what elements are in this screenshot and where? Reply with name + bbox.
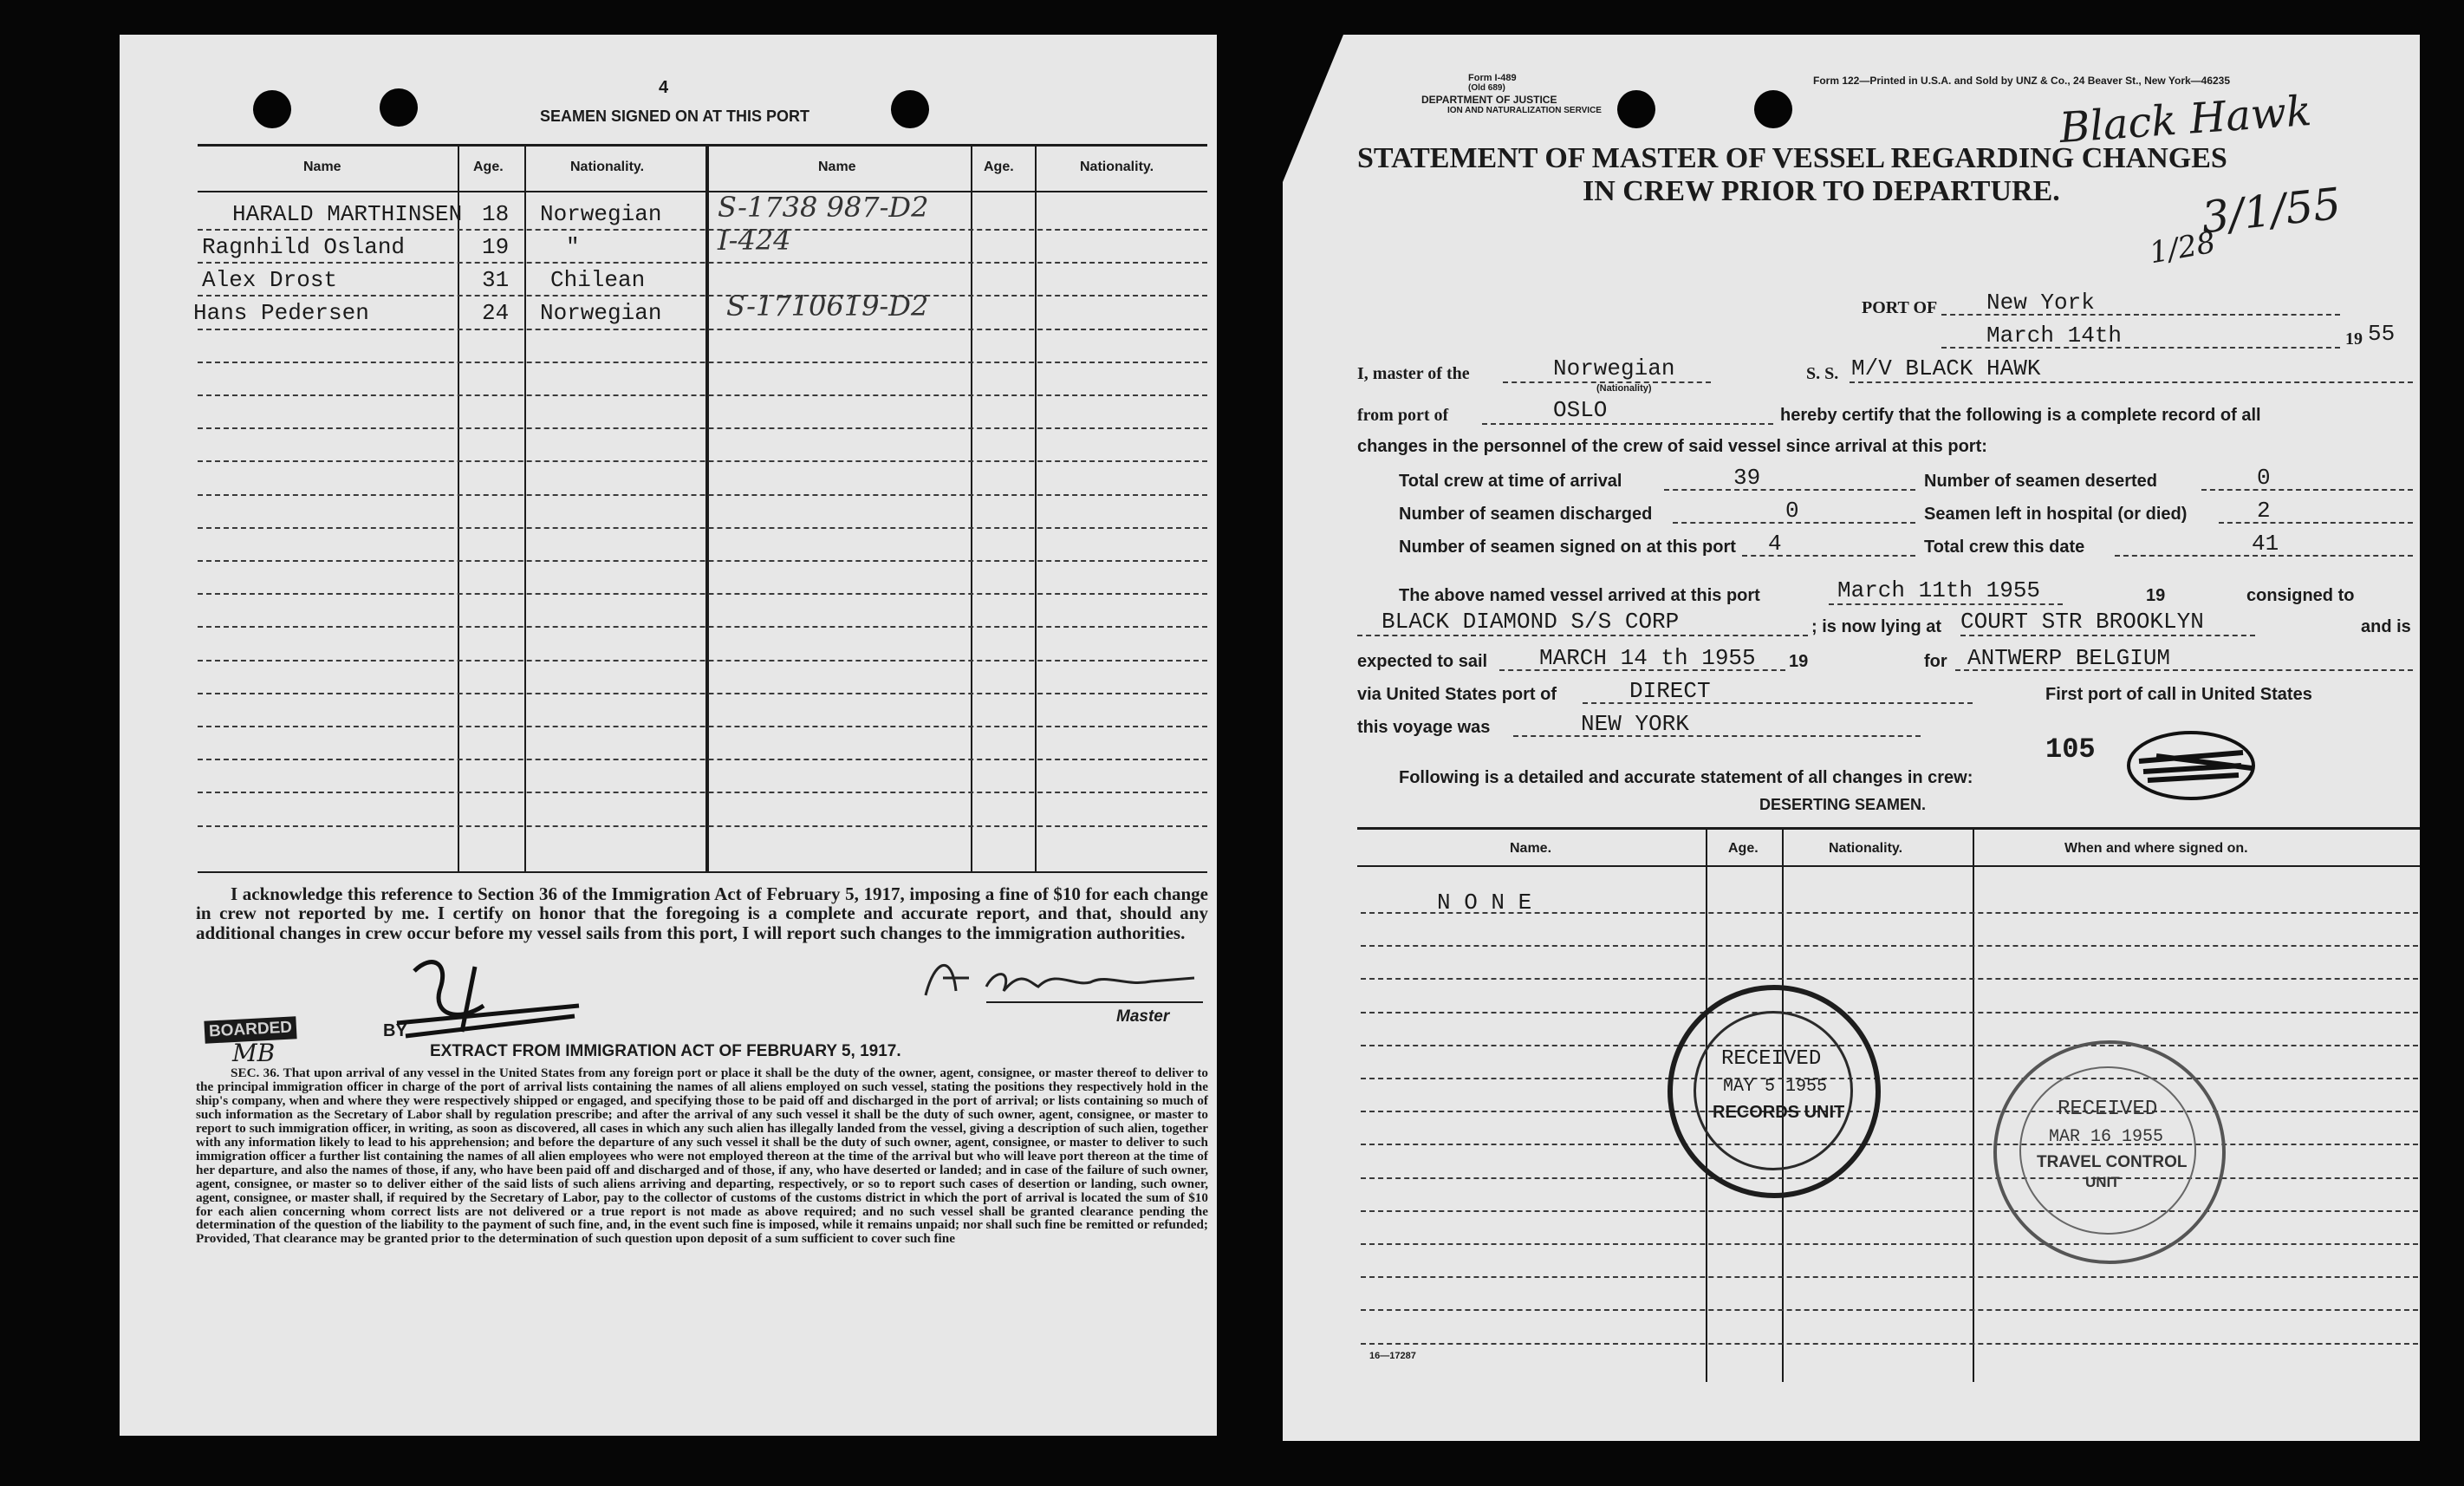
deserting-col-age: Age. [1728, 841, 1759, 856]
seaman-name: Alex Drost [202, 267, 338, 293]
deserting-table-top [1357, 827, 2420, 830]
for-label: for [1924, 652, 1947, 671]
ruled-line [198, 593, 1207, 595]
port-of-label: PORT OF [1862, 298, 1938, 317]
first-port-label: First port of call in United States [2045, 685, 2312, 704]
number-105: 105 [2045, 733, 2096, 766]
fill-line [1673, 522, 1915, 524]
voyage-label: this voyage was [1357, 718, 1491, 737]
master-of-label: I, master of the [1357, 364, 1470, 383]
via-value: DIRECT [1629, 678, 1711, 704]
fill-line [1499, 669, 1785, 671]
fill-line [1941, 314, 2340, 316]
punch-hole [380, 88, 418, 127]
consignee-value: BLACK DIAMOND S/S CORP [1382, 609, 1680, 635]
page-number: 4 [659, 78, 669, 97]
year-prefix: 19 [2345, 329, 2363, 349]
seaman-nationality: Chilean [550, 267, 646, 293]
col-divider [971, 144, 972, 872]
handwritten-vessel-name: Black Hawk [2058, 86, 2313, 153]
col-divider [1035, 144, 1037, 872]
col-divider [524, 144, 526, 872]
seaman-name: Hans Pedersen [193, 300, 369, 326]
col-name-header: Name [303, 160, 341, 174]
seaman-age: 18 [482, 201, 510, 227]
statement-title-line2: IN CREW PRIOR TO DEPARTURE. [1583, 175, 2060, 207]
discharged-label: Number of seamen discharged [1399, 505, 1653, 524]
ruled-line [198, 527, 1207, 529]
voyage-value: NEW YORK [1581, 711, 1689, 737]
footer-code: 16—17287 [1369, 1351, 1416, 1361]
from-port-value: OSLO [1553, 397, 1608, 423]
fill-line [1583, 702, 1973, 704]
signed-on-label: Number of seamen signed on at this port [1399, 538, 1736, 557]
arrived-value: March 11th 1955 [1837, 577, 2041, 603]
stamp-inner-ring [2019, 1066, 2196, 1235]
deserted-label: Number of seamen deserted [1924, 472, 2157, 491]
none-entry: N O N E [1437, 890, 1532, 916]
form-print-line: Form 122—Printed in U.S.A. and Sold by UNZ & Co., 24 Beaver St., New York—46235 [1813, 75, 2231, 87]
col-nationality-header: Nationality. [570, 160, 645, 174]
crew-arrival-value: 39 [1733, 465, 1761, 491]
ruled-line [198, 394, 1207, 396]
seaman-nationality: Norwegian [540, 201, 662, 227]
ruled-line [1361, 1111, 2418, 1112]
ruled-line [1361, 1309, 2418, 1311]
col-name-header-2: Name [818, 160, 856, 174]
fill-line [1742, 555, 1915, 557]
ruled-line [1361, 1045, 2418, 1046]
by-label: BY [383, 1021, 407, 1040]
fill-line [1513, 735, 1921, 737]
seaman-age: 24 [482, 300, 510, 326]
ruled-line [1361, 1078, 2418, 1079]
table-top-rule [198, 144, 1207, 147]
ruled-line [1361, 1210, 2418, 1212]
service-label: ION AND NATURALIZATION SERVICE [1447, 106, 1602, 115]
hospital-value: 2 [2257, 498, 2271, 524]
ruled-line [1361, 1276, 2418, 1278]
signed-on-value: 4 [1768, 531, 1782, 557]
punch-hole [1617, 90, 1655, 128]
nationality-value: Norwegian [1553, 355, 1675, 381]
handwritten-small-note: 1/28 [2147, 225, 2219, 271]
ruled-line [198, 560, 1207, 562]
boarded-initials: MB [232, 1039, 276, 1067]
fill-line [1482, 423, 1773, 425]
punch-hole [253, 90, 291, 128]
fill-line [1357, 635, 1808, 636]
department-label: DEPARTMENT OF JUSTICE [1421, 94, 1557, 106]
ruled-line [1361, 1343, 2418, 1345]
extract-title: EXTRACT FROM IMMIGRATION ACT OF FEBRUARY 5, 1917. [430, 1042, 901, 1060]
ruled-line [198, 825, 1207, 827]
seaman-age: 19 [482, 234, 510, 260]
arrived-label: The above named vessel arrived at this port [1399, 586, 1760, 605]
ruled-line [1361, 945, 2418, 947]
seaman-age: 31 [482, 267, 510, 293]
crew-arrival-label: Total crew at time of arrival [1399, 472, 1622, 491]
ss-label: S. S. [1806, 364, 1839, 383]
seaman-nationality: Norwegian [540, 300, 662, 326]
stamp-received-label: RECEIVED [2058, 1098, 2158, 1121]
ruled-line [198, 362, 1207, 363]
master-label: Master [1116, 1007, 1170, 1026]
form-number: Form I-489 [1468, 73, 1517, 83]
lying-label: ; is now lying at [1811, 617, 1942, 636]
punch-hole [891, 90, 929, 128]
fill-line [2115, 555, 2413, 557]
deserting-col-when: When and where signed on. [2064, 841, 2248, 856]
master-signature-line [986, 1001, 1203, 1003]
hospital-label: Seamen left in hospital (or died) [1924, 505, 2188, 524]
section-title: SEAMEN SIGNED ON AT THIS PORT [540, 108, 810, 125]
consigned-label: consigned to [2246, 586, 2355, 605]
date-value: March 14th [1986, 323, 2123, 349]
ruled-line [198, 792, 1207, 793]
and-is-label: and is [2361, 617, 2411, 636]
seaman-handwritten-note: S-1738 987-D2 [718, 191, 929, 224]
fill-line [2219, 522, 2413, 524]
discharged-value: 0 [1785, 498, 1799, 524]
total-value: 41 [2252, 531, 2279, 557]
left-page [120, 35, 1217, 1436]
ruled-line [1361, 1243, 2418, 1245]
officer-signature [380, 954, 588, 1049]
from-port-label: from port of [1357, 406, 1449, 425]
ruled-line [198, 726, 1207, 727]
col-age-header: Age. [473, 160, 504, 174]
fill-line [1850, 381, 2413, 383]
lying-at-value: COURT STR BROOKLYN [1960, 609, 2204, 635]
col-nationality-header-2: Nationality. [1080, 160, 1154, 174]
port-of-value: New York [1986, 290, 2095, 316]
ruled-line [198, 626, 1207, 628]
ruled-line [198, 427, 1207, 429]
stamp-date: MAY 5 1955 [1723, 1077, 1828, 1097]
fill-line [1664, 489, 1915, 491]
ruled-line [198, 460, 1207, 462]
ruled-line [1361, 1144, 2418, 1145]
nationality-caption: (Nationality) [1596, 383, 1652, 394]
fill-line [2201, 489, 2413, 491]
form-old-number: (Old 689) [1468, 83, 1505, 93]
fill-line [1941, 347, 2340, 349]
ruled-line [198, 660, 1207, 662]
scribble-mark [2122, 727, 2260, 805]
ruled-line [198, 693, 1207, 694]
received-stamp-records [1668, 985, 1881, 1198]
deserting-col-name: Name. [1510, 841, 1552, 856]
stamp-unit-sub: UNIT [2085, 1174, 2120, 1190]
sail-nineteen: 19 [1789, 652, 1809, 671]
certify-text: hereby certify that the following is a complete record of all [1780, 406, 2261, 425]
ruled-line [1361, 978, 2418, 980]
section-36-text: SEC. 36. That upon arrival of any vessel in the United States from any foreign port or place it shall be the duty of the owner, agent, consignee, or master thereof to deliver to the principal immigration officer in charge of the port of arrival lists containing the names of all aliens employed on such vessel, stating the positions they respectively hold in the ship's company, when and where they were respectively shipped or engaged, and specifying those to be paid off and discharged in the port of arrival; or lists containing so much of such information as the Secretary of Labor shall by regulation prescribe; and after the arrival of any such vessel it shall be the duty of such owner, agent, consignee, or master to report to such immigration officer, in writing, as soon as discovered, all cases in which any such alien has illegally landed from the vessel, giving a description of such alien, together with any information likely to lead to his apprehension; and before the departure of any such vessel it shall be the duty of such owner, agent, consignee, or master to deliver to such immigration officer a further list containing the names of all alien employees who were not employed thereon at the time of the arrival but who will leave port thereon at the time of her departure, and also the names of those, if any, who have been paid off and discharged and of those, if any, who have deserted or landed; and in case of the failure of such owner, agent, consignee, or master so to deliver either of the said lists of such aliens arriving and departing, respectively, or so to report such cases of desertion or landing, such owner, agent, consignee, or master shall, if required by the Secretary of Labor, pay to the collector of customs of the customs district in which the port of arrival is located the sum of $10 for each alien concerning whom correct lists are not delivered or a true report is not made as above required; and no such vessel shall be granted clearance pending the determination of the question of the liability to the payment of such fine, and, in the event such fine is imposed, while it remains unpaid; nor shall such fine be remitted or refunded; Provided, That clearance may be granted prior to the determination of such question upon deposit of a sum sufficient to cover such fine [196, 1066, 1208, 1247]
destination-value: ANTWERP BELGIUM [1967, 645, 2171, 671]
stamp-unit-label: RECORDS UNIT [1713, 1103, 1845, 1122]
stamp-unit-label: TRAVEL CONTROL [2037, 1153, 2188, 1171]
torn-corner [1283, 35, 1343, 182]
col-divider [458, 144, 459, 872]
seaman-nationality: " [566, 234, 580, 260]
ruled-line [198, 759, 1207, 760]
deserted-value: 0 [2257, 465, 2271, 491]
following-text: Following is a detailed and accurate statement of all changes in crew: [1399, 768, 1973, 787]
col-divider [1973, 827, 1974, 1382]
acknowledgement-text: I acknowledge this reference to Section 36 of the Immigration Act of February 5, 1917, imposing a fine of $10 for each change in crew not reported by me. I certify on honor that the foregoing is a complete and accurate report, and that, should any additional changes in crew occur before my vessel sails from this port, I will report such changes to the immigration authorities. [196, 883, 1208, 943]
seaman-name: HARALD MARTHINSEN [232, 201, 463, 227]
ruled-line [1361, 1177, 2418, 1179]
arrived-nineteen: 19 [2146, 586, 2166, 605]
boarded-stamp: BOARDED [204, 1016, 296, 1044]
deserting-title: DESERTING SEAMEN. [1759, 796, 1927, 813]
stamp-received-label: RECEIVED [1721, 1047, 1822, 1071]
seaman-handwritten-note: S-1710619-D2 [726, 290, 929, 323]
ruled-line [198, 329, 1207, 330]
punch-hole [1754, 90, 1792, 128]
year-value: 55 [2368, 321, 2396, 347]
seaman-name: Ragnhild Osland [202, 234, 406, 260]
fill-line [1955, 669, 2413, 671]
handwritten-date: 3/1/55 [2199, 178, 2344, 244]
ruled-line [198, 295, 1207, 297]
sail-label: expected to sail [1357, 652, 1488, 671]
changes-line: changes in the personnel of the crew of said vessel since arrival at this port: [1357, 437, 1987, 456]
col-age-header-2: Age. [984, 160, 1014, 174]
ruled-line [198, 229, 1207, 231]
col-divider-center [705, 144, 709, 872]
ruled-line [198, 494, 1207, 496]
deserting-col-nationality: Nationality. [1829, 841, 1903, 856]
right-page [1283, 35, 2420, 1441]
stamp-date: MAR 16 1955 [2049, 1127, 2164, 1147]
via-label: via United States port of [1357, 685, 1557, 704]
table-header-rule [198, 191, 1207, 192]
vessel-name: M/V BLACK HAWK [1851, 355, 2041, 381]
ruled-line [1361, 1012, 2418, 1013]
fill-line [1829, 603, 2063, 605]
statement-title-line1: STATEMENT OF MASTER OF VESSEL REGARDING CHANGES [1357, 142, 2227, 174]
ruled-line [198, 262, 1207, 264]
received-stamp-travel [1993, 1040, 2226, 1264]
table-bottom-rule [198, 871, 1207, 873]
fill-line [1960, 635, 2255, 636]
sail-date-value: MARCH 14 th 1955 [1539, 645, 1756, 671]
total-label: Total crew this date [1924, 538, 2085, 557]
seaman-handwritten-note: I-424 [718, 224, 791, 257]
deserting-table-header-rule [1357, 865, 2420, 867]
